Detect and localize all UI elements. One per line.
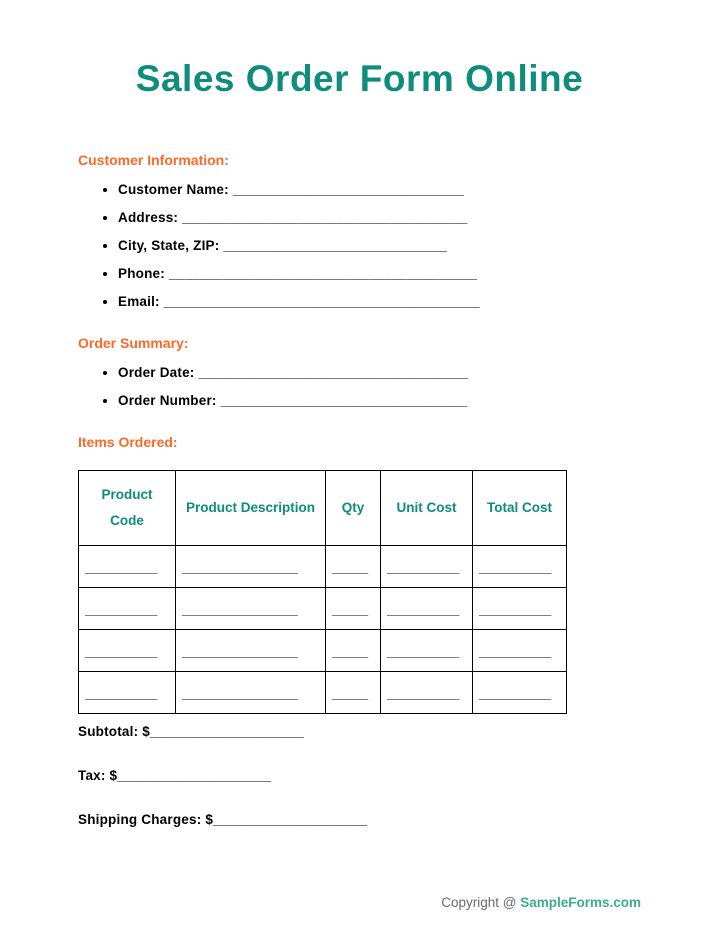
footer (441, 895, 641, 910)
field-label: City, State, ZIP: (118, 238, 220, 253)
address-field (118, 210, 641, 225)
column-header-product-code: Product Code (79, 471, 176, 546)
page-title: Sales Order Form Online (135, 58, 584, 99)
items-ordered-section (78, 434, 641, 714)
cell-product-code: __________ (79, 546, 176, 588)
phone-field (118, 266, 641, 281)
shipping-charges-blank: ____________________ (213, 812, 368, 827)
field-blank: ________________________________ (220, 393, 468, 408)
field-blank: _________________________________________ (163, 294, 480, 309)
order-number-field (118, 393, 641, 408)
order-summary-heading: Order Summary: (78, 335, 189, 351)
cell-product-code: __________ (79, 630, 176, 672)
table-row (79, 546, 567, 588)
cell-qty: _____ (326, 546, 381, 588)
field-label: Order Number: (118, 393, 217, 408)
shipping-charges-line (78, 812, 641, 827)
sampleforms-link[interactable]: SampleForms.com (520, 895, 641, 910)
cell-unit-cost: __________ (381, 546, 473, 588)
table-header-row (79, 471, 567, 546)
cell-qty: _____ (326, 630, 381, 672)
field-blank: ______________________________ (232, 182, 465, 197)
order-summary-list (78, 365, 641, 408)
items-ordered-table (78, 470, 567, 714)
customer-information-list (78, 182, 641, 309)
cell-unit-cost: __________ (381, 588, 473, 630)
field-blank: _____________________________ (223, 238, 447, 253)
cell-total-cost: __________ (473, 588, 567, 630)
field-label: Order Date: (118, 365, 195, 380)
field-label: Customer Name: (118, 182, 229, 197)
cell-total-cost: __________ (473, 630, 567, 672)
cell-product-code: __________ (79, 672, 176, 714)
field-label: Email: (118, 294, 160, 309)
city-state-zip-field (118, 238, 641, 253)
field-label: Phone: (118, 266, 165, 281)
items-ordered-heading: Items Ordered: (78, 434, 178, 450)
customer-name-field (118, 182, 641, 197)
table-row (79, 588, 567, 630)
subtotal-line (78, 724, 641, 739)
subtotal-label: Subtotal: $ (78, 724, 150, 739)
table-row (79, 672, 567, 714)
customer-information-heading: Customer Information: (78, 152, 229, 168)
field-label: Address: (118, 210, 179, 225)
email-field (118, 294, 641, 309)
cell-qty: _____ (326, 672, 381, 714)
cell-unit-cost: __________ (381, 630, 473, 672)
subtotal-blank: ____________________ (149, 724, 305, 739)
cell-qty: _____ (326, 588, 381, 630)
cell-product-description: ________________ (176, 630, 326, 672)
totals-section (78, 724, 641, 827)
tax-line (78, 768, 641, 783)
cell-unit-cost: __________ (381, 672, 473, 714)
cell-product-code: __________ (79, 588, 176, 630)
column-header-total-cost: Total Cost (473, 471, 567, 546)
cell-product-description: ________________ (176, 588, 326, 630)
cell-product-description: ________________ (176, 546, 326, 588)
customer-information-section (78, 152, 641, 309)
field-blank: ___________________________________ (198, 365, 469, 380)
table-row (79, 630, 567, 672)
cell-product-description: ________________ (176, 672, 326, 714)
tax-blank: ____________________ (117, 768, 272, 783)
cell-total-cost: __________ (473, 546, 567, 588)
column-header-qty: Qty (326, 471, 381, 546)
cell-total-cost: __________ (473, 672, 567, 714)
tax-label: Tax: $ (78, 768, 118, 783)
order-summary-section (78, 335, 641, 408)
order-date-field (118, 365, 641, 380)
field-blank: _____________________________________ (182, 210, 468, 225)
column-header-unit-cost: Unit Cost (381, 471, 473, 546)
shipping-charges-label: Shipping Charges: $ (78, 812, 214, 827)
field-blank: ________________________________________ (168, 266, 478, 281)
column-header-product-description: Product Description (176, 471, 326, 546)
copyright-text: Copyright @ (441, 895, 521, 910)
